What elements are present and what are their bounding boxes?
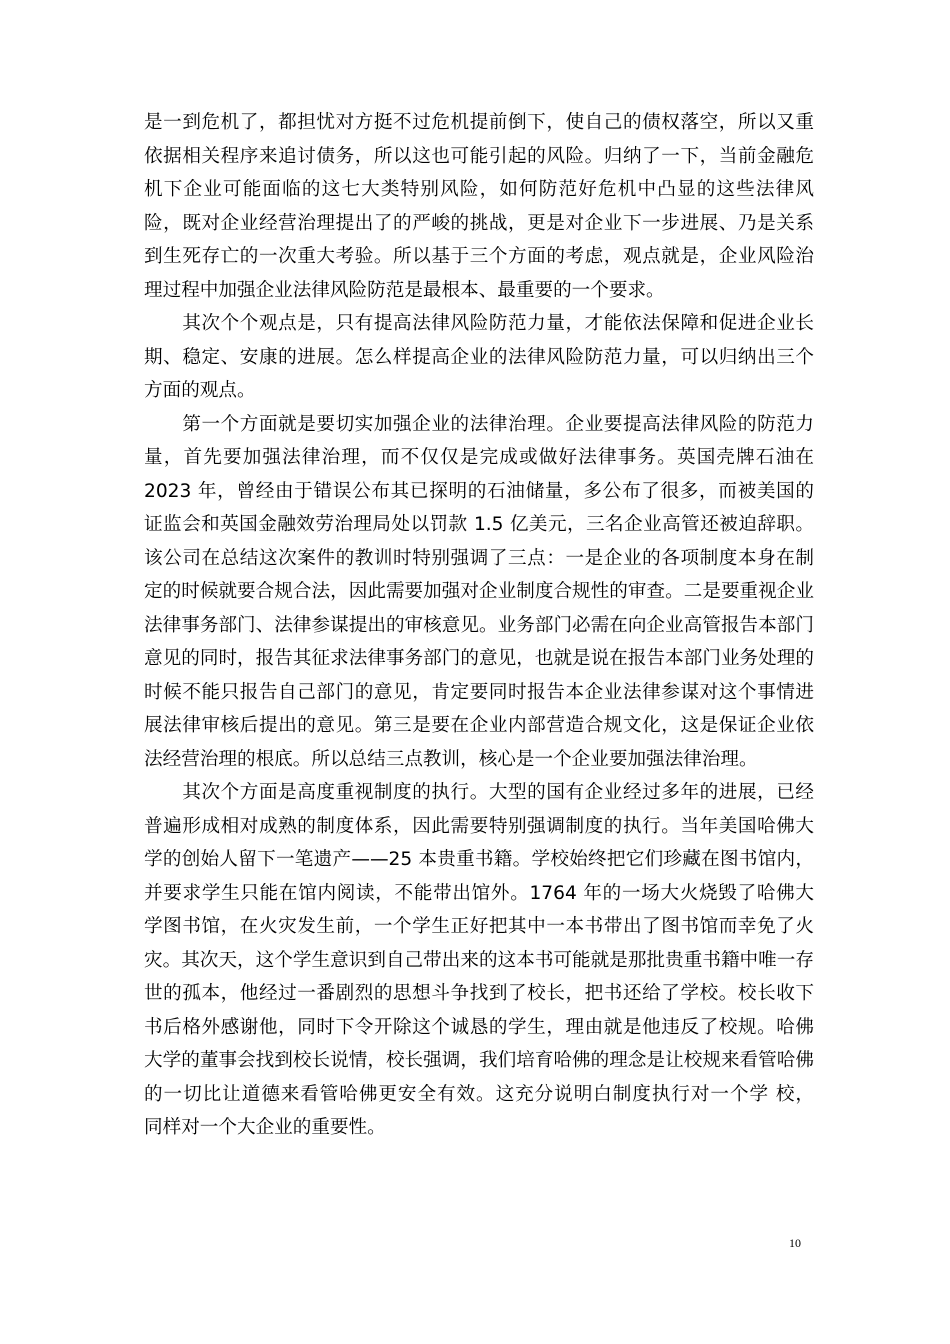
- text-line: 并要求学生只能在馆内阅读，不能带出馆外。1764 年的一场大火烧毁了哈佛大: [144, 882, 814, 904]
- text-line: 学图书馆，在火灾发生前，一个学生正好把其中一本书带出了图书馆而幸免了火: [144, 916, 814, 937]
- text-line: 其次个个观点是，只有提高法律风险防范力量，才能依法保障和促进企业长: [144, 313, 814, 334]
- body-text: [144, 106, 814, 1145]
- text-line: 意见的同时，报告其征求法律事务部门的意见，也就是说在报告本部门业务处理的: [144, 648, 814, 669]
- text-line: 大学的董事会找到校长说情，校长强调，我们培育哈佛的理念是让校规来看管哈佛: [144, 1050, 814, 1071]
- text-line: 期、稳定、安康的进展。怎么样提高企业的法律风险防范力量，可以归纳出三个: [144, 346, 814, 368]
- page-number: 10: [789, 1236, 801, 1250]
- text-line: 学的创始人留下一笔遗产——25 本贵重书籍。学校始终把它们珍藏在图书馆内，: [144, 849, 814, 870]
- text-line: 展法律审核后提出的意见。第三是要在企业内部营造合规文化，这是保证企业依: [144, 715, 814, 736]
- text-line: 法律事务部门、法律参谋提出的审核意见。业务部门必需在向企业高管报告本部门: [144, 614, 814, 636]
- text-line: 世的孤本，他经过一番剧烈的思想斗争找到了校长，把书还给了学校。校长收下: [144, 983, 814, 1004]
- text-line: 是一到危机了，都担忧对方挺不过危机提前倒下，使自己的债权落空，所以又重: [144, 112, 814, 133]
- text-line: 该公司在总结这次案件的教训时特别强调了三点：一是企业的各项制度本身在制: [144, 547, 814, 569]
- text-line: 普遍形成相对成熟的制度体系，因此需要特别强调制度的执行。当年美国哈佛大: [144, 815, 814, 837]
- text-line: 同样对一个大企业的重要性。: [144, 1117, 386, 1138]
- text-line: 量，首先要加强法律治理，而不仅仅是完成或做好法律事务。英国壳牌石油在: [144, 447, 814, 468]
- text-line: 理过程中加强企业法律风险防范是最根本、最重要的一个要求。: [144, 279, 665, 301]
- text-line: 第一个方面就是要切实加强企业的法律治理。企业要提高法律风险的防范力: [144, 413, 814, 435]
- text-line: 到生死存亡的一次重大考验。所以基于三个方面的考虑，观点就是，企业风险治: [144, 246, 814, 267]
- text-line: 的一切比让道德来看管哈佛更安全有效。这充分说明白制度执行对一个学 校，: [144, 1083, 814, 1105]
- text-line: 机下企业可能面临的这七大类特别风险，如何防范好危机中凸显的这些法律风: [144, 179, 814, 200]
- text-line: 法经营治理的根底。所以总结三点教训，核心是一个企业要加强法律治理。: [144, 748, 758, 770]
- text-line: 依据相关程序来追讨债务，所以这也可能引起的风险。归纳了一下，当前金融危: [144, 145, 814, 167]
- text-line: 证监会和英国金融效劳治理局处以罚款 1.5 亿美元，三名企业高管还被迫辞职。: [144, 514, 814, 535]
- text-line: 2023 年，曾经由于错误公布其已探明的石油储量，多公布了很多，而被美国的: [144, 480, 814, 502]
- text-line: 险，既对企业经营治理提出了的严峻的挑战，更是对企业下一步进展、乃是关系: [144, 212, 814, 234]
- text-line: 灾。其次天，这个学生意识到自己带出来的这本书可能就是那批贵重书籍中唯一存: [144, 949, 814, 971]
- text-line: 定的时候就要合规合法，因此需要加强对企业制度合规性的审查。二是要重视企业: [144, 581, 814, 602]
- text-line: 书后格外感谢他，同时下令开除这个诚恳的学生，理由就是他违反了校规。哈佛: [144, 1016, 814, 1038]
- text-line: 时候不能只报告自己部门的意见，肯定要同时报告本企业法律参谋对这个事情进: [144, 681, 814, 703]
- text-line: 方面的观点。: [144, 380, 256, 401]
- text-line: 其次个方面是高度重视制度的执行。大型的国有企业经过多年的进展，已经: [144, 782, 814, 803]
